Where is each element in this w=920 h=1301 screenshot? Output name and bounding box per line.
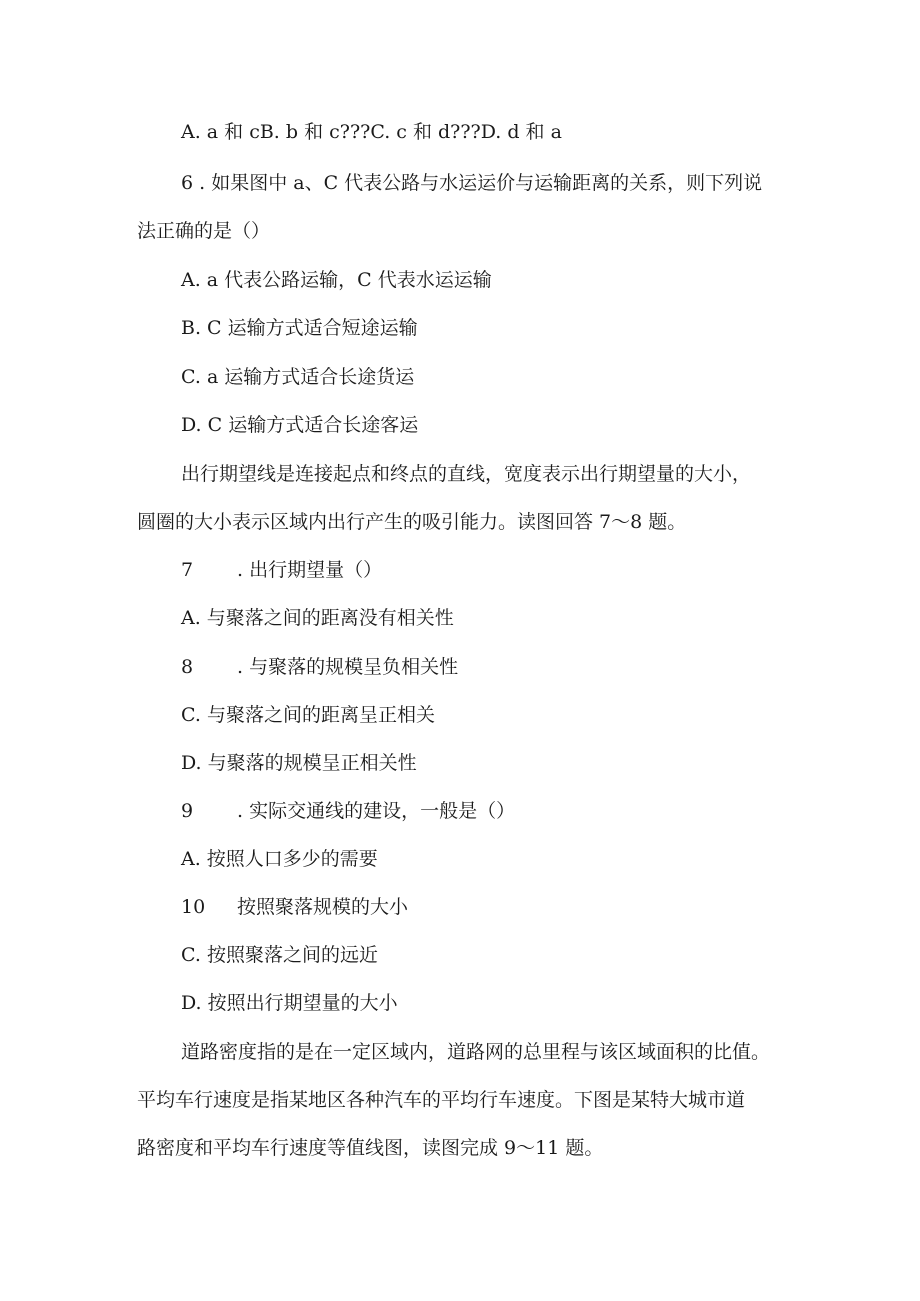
q7-option-d: D. 与聚落的规模呈正相关性	[181, 752, 417, 774]
intro-9-11-line3: 路密度和平均车行速度等值线图，读图完成 9～11 题。	[137, 1137, 604, 1159]
q9-stem	[181, 799, 515, 823]
q9-option-d: D. 按照出行期望量的大小	[181, 992, 398, 1014]
intro-9-11-line1: 道路密度指的是在一定区域内，道路网的总里程与该区域面积的比值。	[181, 1041, 771, 1063]
q7-number: 7	[181, 559, 194, 581]
q8-line	[181, 655, 458, 679]
q6-option-b: B. C 运输方式适合短途运输	[181, 317, 418, 339]
q10-number: 10	[181, 896, 206, 918]
q7-text: . 出行期望量（）	[237, 559, 383, 581]
q10-text: 按照聚落规模的大小	[237, 896, 409, 918]
q9-text: . 实际交通线的建设，一般是（）	[237, 800, 516, 822]
intro-7-8-line1: 出行期望线是连接起点和终点的直线，宽度表示出行期望量的大小，	[181, 463, 752, 485]
q7-option-a: A. 与聚落之间的距离没有相关性	[181, 607, 454, 629]
q8-text: . 与聚落的规模呈负相关性	[237, 656, 459, 678]
q8-number: 8	[181, 656, 194, 678]
q9-option-a: A. 按照人口多少的需要	[181, 848, 378, 870]
q6-stem-line1: 6 . 如果图中 a、C 代表公路与水运运价与运输距离的关系，则下列说	[181, 172, 763, 194]
q6-option-d: D. C 运输方式适合长途客运	[181, 414, 419, 436]
q6-stem-line2: 法正确的是（）	[137, 220, 271, 242]
q10-line	[181, 895, 408, 919]
intro-7-8-line2: 圆圈的大小表示区域内出行产生的吸引能力。读图回答 7～8 题。	[137, 511, 687, 533]
q6-option-a: A. a 代表公路运输，C 代表水运运输	[181, 269, 492, 291]
q6-option-c: C. a 运输方式适合长途货运	[181, 366, 415, 388]
q7-stem	[181, 558, 382, 582]
q9-option-c: C. 按照聚落之间的远近	[181, 944, 378, 966]
q7-option-c: C. 与聚落之间的距离呈正相关	[181, 704, 435, 726]
intro-9-11-line2: 平均车行速度是指某地区各种汽车的平均行车速度。下图是某特大城市道	[137, 1089, 746, 1111]
q9-number: 9	[181, 800, 194, 822]
q5-options-line: A. a 和 cB. b 和 c???C. c 和 d???D. d 和 a	[181, 121, 562, 143]
